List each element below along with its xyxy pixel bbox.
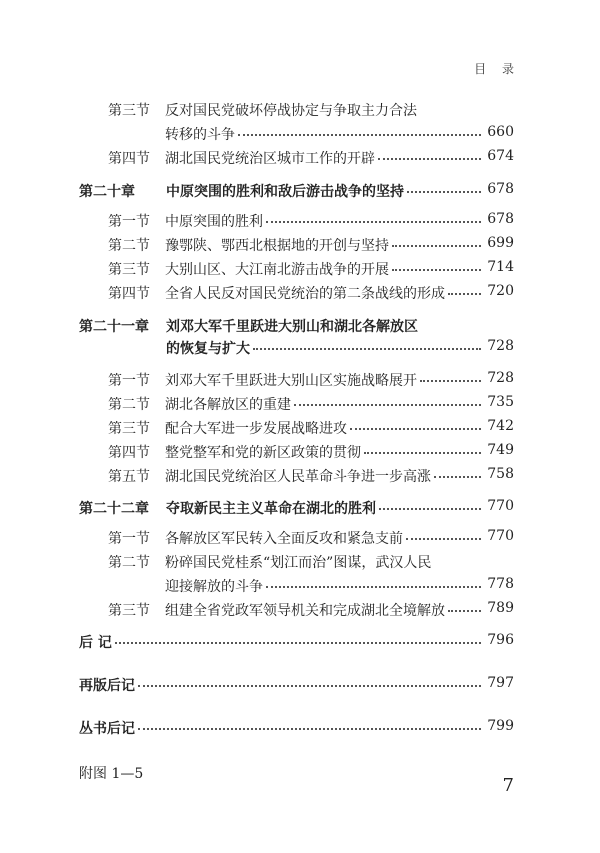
toc-entry [0,600,600,622]
toc-entry [0,576,600,598]
leader-dots [448,293,481,295]
toc-entry-title: 刘邓大军千里跃进大别山区实施战略展开 [165,373,417,389]
toc-entry-title: 配合大军进一步发展战略进攻 [165,421,347,437]
toc-entry-label: 第二节 [108,238,150,254]
toc-entry [0,370,600,392]
toc-entry-title: 全省人民反对国民党统治的第二条战线的形成 [165,286,445,302]
toc-entry [0,394,600,416]
toc-entry-title: 湖北国民党统治区人民革命斗争进一步高涨 [165,469,431,485]
running-header: 目 录 [474,62,520,76]
leader-dots [253,348,481,350]
toc-entry-label: 第一节 [108,373,150,389]
leader-dots [238,134,481,136]
leader-dots [434,476,481,478]
toc-entry-label: 第二十二章 [79,501,149,517]
toc-entry [0,675,600,697]
toc-entry [0,148,600,170]
toc-entry-title: 刘邓大军千里跃进大别山和湖北各解放区 [166,319,418,335]
toc-entry-page: 799 [487,718,514,734]
toc-entry-page: 742 [487,418,514,434]
toc-entry [0,418,600,440]
leader-dots [392,245,481,247]
toc-entry [0,283,600,305]
toc-entry-title: 转移的斗争 [165,127,235,143]
toc-entry-page: 758 [487,466,514,482]
toc-entry-page: 699 [487,235,514,251]
toc-entry [0,466,600,488]
toc-entry-label: 第二十章 [79,184,135,200]
toc-entry-title: 各解放区军民转入全面反攻和紧急支前 [165,531,403,547]
leader-dots [266,586,481,588]
toc-entry [0,552,600,574]
toc-entry-label: 再版后记 [79,678,135,694]
leader-dots [379,508,481,510]
appendix-note: 附图 1—5 [79,766,144,782]
leader-dots [138,728,481,730]
toc-entry-label: 第四节 [108,445,150,461]
toc-entry-title: 湖北国民党统治区城市工作的开辟 [165,151,375,167]
toc-entry-label: 第四节 [108,286,150,302]
toc-entry-title: 豫鄂陕、鄂西北根据地的开创与坚持 [165,238,389,254]
toc-entry [0,316,600,338]
toc-entry [0,235,600,257]
toc-entry [0,528,600,550]
leader-dots [392,269,481,271]
toc-entry-title: 粉碎国民党桂系“划江而治”图谋，武汉人民 [165,555,432,571]
toc-entry-label: 第三节 [108,103,150,119]
toc-entry-page: 778 [487,576,514,592]
leader-dots [266,221,481,223]
leader-dots [350,428,481,430]
toc-entry-page: 714 [487,259,514,275]
leader-dots [115,642,481,644]
toc-entry-title: 整党整军和党的新区政策的贯彻 [165,445,361,461]
toc-entry-page: 770 [487,498,514,514]
toc-entry-label: 第四节 [108,151,150,167]
toc-entry-page: 796 [487,632,514,648]
toc-entry [0,124,600,146]
toc-entry-label: 第三节 [108,603,150,619]
leader-dots [378,158,481,160]
toc-entry [0,718,600,740]
toc-entry-title: 迎接解放的斗争 [165,579,263,595]
toc-entry-page: 735 [487,394,514,410]
leader-dots [406,538,481,540]
toc-entry [0,259,600,281]
toc-entry-label: 第五节 [108,469,150,485]
toc-entry [0,498,600,520]
leader-dots [294,404,481,406]
leader-dots [420,380,481,382]
toc-entry [0,442,600,464]
toc-entry-page: 728 [487,338,514,354]
leader-dots [138,685,481,687]
toc-entry-label: 第一节 [108,214,150,230]
toc-entry-page: 678 [487,181,514,197]
toc-entry-page: 720 [487,283,514,299]
leader-dots [407,191,481,193]
toc-entry [0,211,600,233]
toc-entry-label: 第二十一章 [79,319,149,335]
toc-entry [0,100,600,122]
toc-entry [0,181,600,203]
toc-entry-label: 丛书后记 [79,721,135,737]
toc-entry-title: 中原突围的胜利和敌后游击战争的坚持 [166,184,404,200]
toc-entry-label: 第一节 [108,531,150,547]
page-number: 7 [502,775,514,796]
toc-entry-page: 728 [487,370,514,386]
toc-entry-page: 797 [487,675,514,691]
toc-entry [0,632,600,654]
toc-entry-page: 678 [487,211,514,227]
toc-entry-page: 749 [487,442,514,458]
toc-entry-label: 第二节 [108,555,150,571]
toc-entry-title: 反对国民党破坏停战协定与争取主力合法 [165,103,417,119]
toc-entry [0,338,600,360]
toc-entry-title: 夺取新民主主义革命在湖北的胜利 [166,501,376,517]
toc-entry-page: 660 [487,124,514,140]
toc-entry-title: 组建全省党政军领导机关和完成湖北全境解放 [165,603,445,619]
toc-entry-title: 中原突围的胜利 [165,214,263,230]
toc-entry-title: 湖北各解放区的重建 [165,397,291,413]
toc-entry-page: 789 [487,600,514,616]
toc-entry-label: 第三节 [108,262,150,278]
toc-entry-page: 674 [487,148,514,164]
toc-entry-title: 的恢复与扩大 [166,341,250,357]
toc-entry-label: 第三节 [108,421,150,437]
toc-entry-label: 第二节 [108,397,150,413]
toc-entry-title: 大别山区、大江南北游击战争的开展 [165,262,389,278]
leader-dots [448,610,481,612]
toc-entry-page: 770 [487,528,514,544]
leader-dots [364,452,481,454]
toc-entry-label: 后 记 [79,635,112,651]
